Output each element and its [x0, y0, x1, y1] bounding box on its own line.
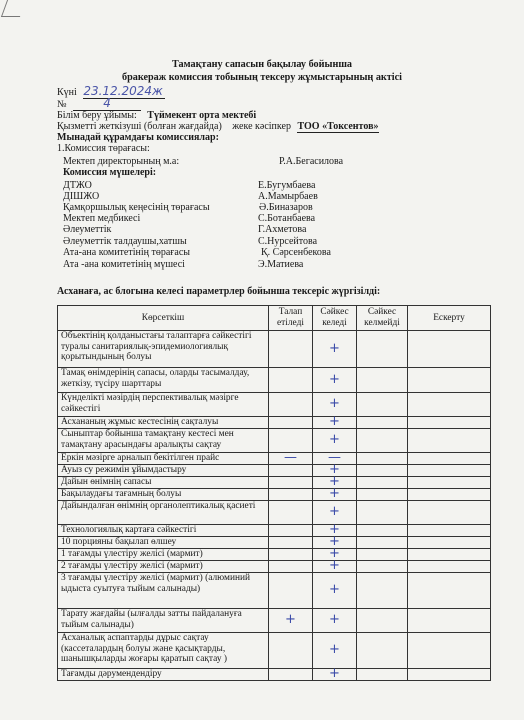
row-compliant: + [313, 525, 357, 537]
page-fold-mark [1, 0, 26, 17]
row-required [269, 331, 313, 368]
table-row [58, 501, 491, 525]
header-indicator: Көрсеткіш [58, 306, 269, 331]
row-required [269, 525, 313, 537]
table-row [58, 537, 491, 549]
row-indicator: Күнделікті мәзірдің перспективалық мәзірге сәйкестігі [58, 393, 269, 417]
row-required [269, 537, 313, 549]
number-value: 4 [73, 96, 141, 111]
header-noncompliant: Сәйкес келмейді [357, 306, 408, 331]
row-indicator: Тарату жағдайы (ылғалды затты пайдалануға тыйым салынады) [58, 609, 269, 633]
provider-type: жеке кәсіпкер [232, 121, 291, 132]
row-required [269, 669, 313, 681]
member-name: А.Мамырбаев [258, 191, 318, 202]
row-note [408, 429, 491, 453]
intro-text: Асханаға, ас блогына келесі параметрлер бойынша тексеріс жүргізілді: [57, 286, 381, 297]
row-compliant: + [313, 331, 357, 368]
row-required [269, 477, 313, 489]
row-note [408, 609, 491, 633]
header-compliant: Сәйкес келеді [313, 306, 357, 331]
row-compliant: + [313, 537, 357, 549]
row-required: — [269, 453, 313, 465]
row-compliant: + [313, 417, 357, 429]
row-compliant: + [313, 669, 357, 681]
title-line-1: Тамақтану сапасын бақылау бойынша [171, 59, 353, 70]
row-noncompliant [357, 393, 408, 417]
row-compliant: — [313, 453, 357, 465]
table-row [58, 429, 491, 453]
table-row [58, 331, 491, 368]
row-compliant: + [313, 573, 357, 609]
row-noncompliant [357, 525, 408, 537]
row-indicator: 10 порцияны бақылап өлшеу [58, 537, 269, 549]
row-note [408, 368, 491, 393]
row-required [269, 549, 313, 561]
row-note [408, 417, 491, 429]
member-name: Э.Матиева [258, 259, 304, 270]
row-compliant: + [313, 429, 357, 453]
row-noncompliant [357, 537, 408, 549]
table-row [58, 489, 491, 501]
row-required [269, 465, 313, 477]
row-compliant: + [313, 549, 357, 561]
row-noncompliant [357, 573, 408, 609]
date-label: Күні [57, 87, 77, 98]
org-label: Білім беру ұйымы: [57, 110, 137, 121]
row-note [408, 573, 491, 609]
row-noncompliant [357, 417, 408, 429]
row-indicator: 2 тағамды үлестіру желісі (мармит) [58, 561, 269, 573]
number-row [57, 96, 141, 111]
row-indicator: Тағамды дәрумендендіру [58, 669, 269, 681]
row-note [408, 331, 491, 368]
row-compliant: + [313, 609, 357, 633]
row-required [269, 417, 313, 429]
row-required [269, 501, 313, 525]
header-required: Талап етіледі [269, 306, 313, 331]
row-note [408, 393, 491, 417]
row-note [408, 549, 491, 561]
row-note [408, 489, 491, 501]
row-required [269, 561, 313, 573]
row-noncompliant [357, 477, 408, 489]
row-required [269, 429, 313, 453]
row-compliant: + [313, 633, 357, 669]
row-note [408, 561, 491, 573]
member-role: Әлеуметтік талдаушы,хатшы [63, 236, 187, 247]
row-indicator: Дайындалған өнімнің органолептикалық қасиеті [58, 501, 269, 525]
table-header-row [58, 306, 491, 331]
table-row [58, 633, 491, 669]
row-required [269, 393, 313, 417]
row-indicator: Еркін мәзірге арналып бекітілген прайс [58, 453, 269, 465]
table-row [58, 561, 491, 573]
number-label: № [57, 99, 67, 110]
row-indicator: Объектінің қолданыстағы талаптарға сәйкестігі туралы санитариялық-эпидемиологиялық қорытындының болуы [58, 331, 269, 368]
row-noncompliant [357, 633, 408, 669]
table-row [58, 368, 491, 393]
member-name: Ә.Биназаров [259, 202, 313, 213]
row-noncompliant [357, 501, 408, 525]
row-required [269, 633, 313, 669]
table-row [58, 573, 491, 609]
row-required [269, 489, 313, 501]
row-indicator: Дайын өнімнің сапасы [58, 477, 269, 489]
provider-label: Қызметті жеткізуші (болған жағдайда) [57, 121, 222, 132]
inspection-table [57, 305, 491, 681]
org-row [57, 110, 256, 121]
chair-heading: 1.Комиссия төрағасы: [57, 143, 150, 154]
provider-value: ТОО «Токсентов» [297, 121, 379, 132]
row-compliant: + [313, 477, 357, 489]
table-row [58, 417, 491, 429]
member-role: ДІШЖО [63, 191, 100, 202]
row-noncompliant [357, 669, 408, 681]
table-row [58, 477, 491, 489]
row-indicator: Бақылаудағы тағамның болуы [58, 489, 269, 501]
row-noncompliant [357, 368, 408, 393]
row-compliant: + [313, 465, 357, 477]
row-noncompliant [357, 489, 408, 501]
member-role: ДТЖО [63, 180, 92, 191]
row-note [408, 477, 491, 489]
member-role: Қамқоршылық кеңесінің төрағасы [63, 202, 210, 213]
row-noncompliant [357, 465, 408, 477]
row-indicator: Асханалық аспаптарды дұрыс сақтау (кассеталардың болуы және қасықтарды, шанышқыларды жоғары қаратып сақтау ) [58, 633, 269, 669]
row-note [408, 669, 491, 681]
row-note [408, 633, 491, 669]
row-compliant: + [313, 501, 357, 525]
member-role: Әлеуметтік [63, 224, 112, 235]
row-note [408, 525, 491, 537]
member-name: С.Нурсейтова [258, 236, 318, 247]
row-compliant: + [313, 489, 357, 501]
row-noncompliant [357, 331, 408, 368]
date-value: 23.12.2024ж [83, 84, 165, 99]
row-compliant: + [313, 368, 357, 393]
row-indicator: Тамақ өнімдерінің сапасы, оларды тасымалдау, жеткізу, түсіру шарттары [58, 368, 269, 393]
chair-role: Мектеп директорының м.а: [63, 156, 180, 167]
table-row [58, 453, 491, 465]
row-required [269, 573, 313, 609]
table-row [58, 609, 491, 633]
row-noncompliant [357, 429, 408, 453]
row-required [269, 368, 313, 393]
member-name: С.Ботанбаева [258, 213, 316, 224]
row-compliant: + [313, 561, 357, 573]
row-indicator: Сыныптар бойынша тамақтану кестесі мен тамақтану арасындағы аралықты сақтау [58, 429, 269, 453]
row-note [408, 453, 491, 465]
row-required: + [269, 609, 313, 633]
commission-heading: Мынадай құрамдағы комиссиялар: [57, 132, 219, 143]
row-indicator: 1 тағамды үлестіру желісі (мармит) [58, 549, 269, 561]
member-name: Қ. Сәрсенбекова [261, 247, 331, 258]
row-compliant: + [313, 393, 357, 417]
member-name: Е.Бугумбаева [258, 180, 316, 191]
row-noncompliant [357, 453, 408, 465]
row-indicator: Асхананың жұмыс кестесінің сақталуы [58, 417, 269, 429]
row-indicator: Технологиялық картаға сәйкестігі [58, 525, 269, 537]
row-noncompliant [357, 561, 408, 573]
table-row [58, 669, 491, 681]
member-name: Г.Ахметова [258, 224, 307, 235]
row-noncompliant [357, 549, 408, 561]
org-value: Түймекент орта мектебі [147, 110, 257, 121]
row-note [408, 501, 491, 525]
table-row [58, 393, 491, 417]
member-role: Мектеп медбикесі [63, 213, 141, 224]
member-role: Ата -ана комитетінің мүшесі [63, 259, 185, 270]
members-heading: Комиссия мүшелері: [63, 167, 157, 178]
table-row [58, 525, 491, 537]
row-note [408, 537, 491, 549]
row-indicator: Ауыз су режимін ұйымдастыру [58, 465, 269, 477]
row-indicator: 3 тағамды үлестіру желісі (мармит) (алюминий ыдыста суытуға тыйым салынады) [58, 573, 269, 609]
chair-name: Р.А.Бегасилова [279, 156, 344, 167]
row-note [408, 465, 491, 477]
table-row [58, 549, 491, 561]
header-note: Ескерту [408, 306, 491, 331]
title-line-2: бракераж комиссия тобының тексеру жұмыстарының актісі [122, 72, 402, 83]
row-noncompliant [357, 609, 408, 633]
member-role: Ата-ана комитетінің төрағасы [63, 247, 190, 258]
table-row [58, 465, 491, 477]
